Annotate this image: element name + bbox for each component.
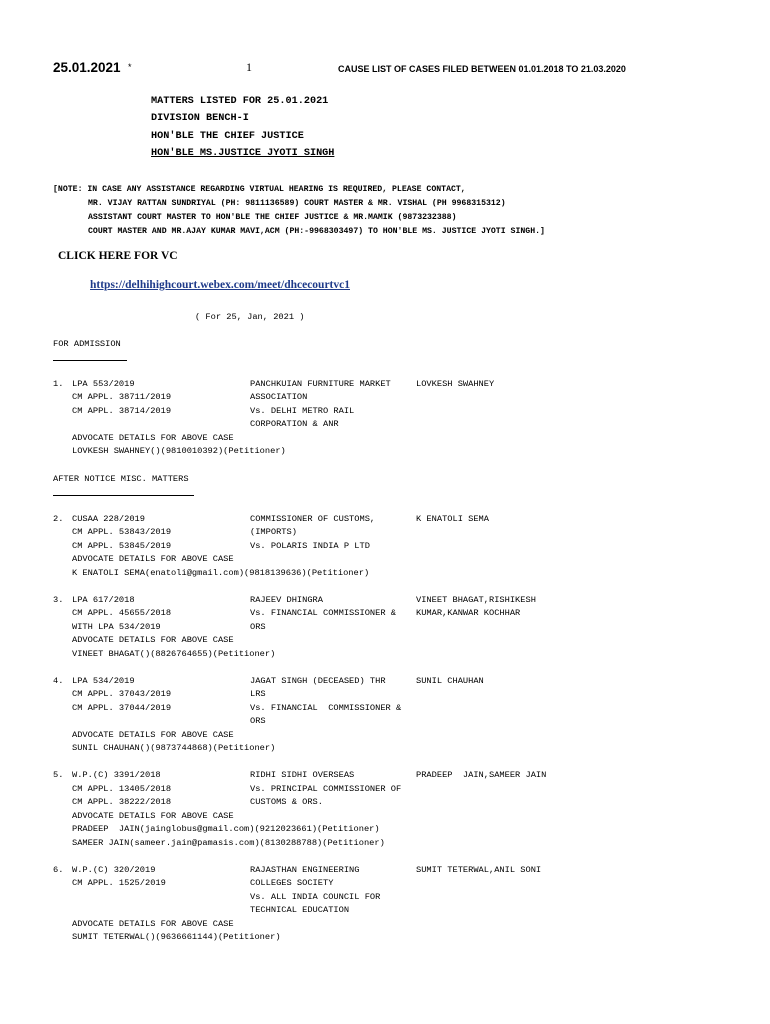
- case-ref: CM APPL. 37043/2019: [72, 689, 172, 699]
- party-line: COLLEGES SOCIETY: [250, 878, 334, 888]
- counsel-line: SUNIL CHAUHAN: [416, 676, 484, 686]
- case-ref: CUSAA 228/2019: [72, 514, 145, 524]
- vc-link[interactable]: https://delhihighcourt.webex.com/meet/dhcecourtvc1: [90, 279, 350, 291]
- case-ref: CM APPL. 38714/2019: [72, 406, 172, 416]
- case-ref: LPA 617/2018: [72, 595, 135, 605]
- click-here-for-vc: CLICK HERE FOR VC: [58, 250, 178, 262]
- advocate-detail: SAMEER JAIN(sameer.jain@pamasis.com)(8130288788)(Petitioner): [72, 838, 385, 848]
- counsel-line: KUMAR,KANWAR KOCHHAR: [416, 608, 521, 618]
- advocate-heading: ADVOCATE DETAILS FOR ABOVE CASE: [72, 554, 234, 564]
- advocate-detail: SUMIT TETERWAL()(9636661144)(Petitioner): [72, 932, 281, 942]
- case-ref: CM APPL. 38711/2019: [72, 392, 172, 402]
- case-number: 1.: [53, 379, 64, 389]
- advocate-detail: K ENATOLI SEMA(enatoli@gmail.com)(9818139636)(Petitioner): [72, 568, 370, 578]
- party-line: Vs. DELHI METRO RAIL: [250, 406, 355, 416]
- party-line: RAJEEV DHINGRA: [250, 595, 323, 605]
- case-ref: CM APPL. 38222/2018: [72, 797, 172, 807]
- case-ref: LPA 534/2019: [72, 676, 135, 686]
- justice-line: HON'BLE MS.JUSTICE JYOTI SINGH: [151, 148, 335, 159]
- counsel-line: PRADEEP JAIN,SAMEER JAIN: [416, 770, 547, 780]
- party-line: COMMISSIONER OF CUSTOMS,: [250, 514, 376, 524]
- advocate-heading: ADVOCATE DETAILS FOR ABOVE CASE: [72, 919, 234, 929]
- case-ref: CM APPL. 53845/2019: [72, 541, 172, 551]
- advocate-heading: ADVOCATE DETAILS FOR ABOVE CASE: [72, 730, 234, 740]
- party-line: CORPORATION & ANR: [250, 419, 339, 429]
- counsel-line: LOVKESH SWAHNEY: [416, 379, 495, 389]
- list-date: 25.01.2021: [53, 60, 121, 75]
- section-after-notice: AFTER NOTICE MISC. MATTERS: [53, 474, 189, 484]
- case-number: 4.: [53, 676, 64, 686]
- party-line: Vs. FINANCIAL COMMISSIONER &: [250, 608, 396, 618]
- case-number: 6.: [53, 865, 64, 875]
- case-ref: CM APPL. 37044/2019: [72, 703, 172, 713]
- for-date-line: ( For 25, Jan, 2021 ): [195, 312, 305, 322]
- party-line: ASSOCIATION: [250, 392, 308, 402]
- party-line: CUSTOMS & ORS.: [250, 797, 323, 807]
- section-underline: [53, 360, 127, 361]
- note-line-4: COURT MASTER AND MR.AJAY KUMAR MAVI,ACM (PH:-9968303497) TO HON'BLE MS. JUSTICE JYOTI SINGH.]: [88, 227, 545, 236]
- advocate-detail: VINEET BHAGAT()(8826764655)(Petitioner): [72, 649, 276, 659]
- case-ref: W.P.(C) 3391/2018: [72, 770, 161, 780]
- case-number: 5.: [53, 770, 64, 780]
- counsel-line: K ENATOLI SEMA: [416, 514, 489, 524]
- counsel-line: SUMIT TETERWAL,ANIL SONI: [416, 865, 542, 875]
- party-line: RIDHI SIDHI OVERSEAS: [250, 770, 355, 780]
- party-line: ORS: [250, 716, 266, 726]
- note-line-2: MR. VIJAY RATTAN SUNDRIYAL (PH: 9811136589) COURT MASTER & MR. VISHAL (PH 9968315312): [88, 199, 506, 208]
- case-ref: CM APPL. 53843/2019: [72, 527, 172, 537]
- note-line-1: [NOTE: IN CASE ANY ASSISTANCE REGARDING VIRTUAL HEARING IS REQUIRED, PLEASE CONTACT,: [53, 185, 466, 194]
- party-line: RAJASTHAN ENGINEERING: [250, 865, 360, 875]
- division-bench-line: DIVISION BENCH-I: [151, 113, 249, 124]
- advocate-heading: ADVOCATE DETAILS FOR ABOVE CASE: [72, 635, 234, 645]
- case-ref: LPA 553/2019: [72, 379, 135, 389]
- advocate-detail: SUNIL CHAUHAN()(9873744868)(Petitioner): [72, 743, 276, 753]
- note-line-3: ASSISTANT COURT MASTER TO HON'BLE THE CHIEF JUSTICE & MR.MAMIK (9873232388): [88, 213, 457, 222]
- cause-list-title: CAUSE LIST OF CASES FILED BETWEEN 01.01.2018 TO 21.03.2020: [338, 64, 626, 74]
- advocate-heading: ADVOCATE DETAILS FOR ABOVE CASE: [72, 433, 234, 443]
- case-ref: CM APPL. 13405/2018: [72, 784, 172, 794]
- page-number: 1: [246, 60, 252, 74]
- counsel-line: VINEET BHAGAT,RISHIKESH: [416, 595, 536, 605]
- case-ref: WITH LPA 534/2019: [72, 622, 161, 632]
- date-asterisk: *: [128, 62, 132, 72]
- party-line: TECHNICAL EDUCATION: [250, 905, 350, 915]
- party-line: PANCHKUIAN FURNITURE MARKET: [250, 379, 391, 389]
- party-line: Vs. PRINCIPAL COMMISSIONER OF: [250, 784, 402, 794]
- case-ref: CM APPL. 45655/2018: [72, 608, 172, 618]
- case-number: 3.: [53, 595, 64, 605]
- matters-listed-line: MATTERS LISTED FOR 25.01.2021: [151, 96, 329, 107]
- party-line: Vs. POLARIS INDIA P LTD: [250, 541, 370, 551]
- section-underline: [53, 495, 194, 496]
- party-line: LRS: [250, 689, 266, 699]
- party-line: JAGAT SINGH (DECEASED) THR: [250, 676, 386, 686]
- advocate-detail: PRADEEP JAIN(jainglobus@gmail.com)(9212023661)(Petitioner): [72, 824, 380, 834]
- party-line: Vs. ALL INDIA COUNCIL FOR: [250, 892, 381, 902]
- case-ref: CM APPL. 1525/2019: [72, 878, 166, 888]
- party-line: Vs. FINANCIAL COMMISSIONER &: [250, 703, 402, 713]
- chief-justice-line: HON'BLE THE CHIEF JUSTICE: [151, 131, 304, 142]
- party-line: (IMPORTS): [250, 527, 297, 537]
- section-for-admission: FOR ADMISSION: [53, 339, 121, 349]
- case-ref: W.P.(C) 320/2019: [72, 865, 156, 875]
- advocate-detail: LOVKESH SWAHNEY()(9810010392)(Petitioner): [72, 446, 286, 456]
- case-number: 2.: [53, 514, 64, 524]
- party-line: ORS: [250, 622, 266, 632]
- advocate-heading: ADVOCATE DETAILS FOR ABOVE CASE: [72, 811, 234, 821]
